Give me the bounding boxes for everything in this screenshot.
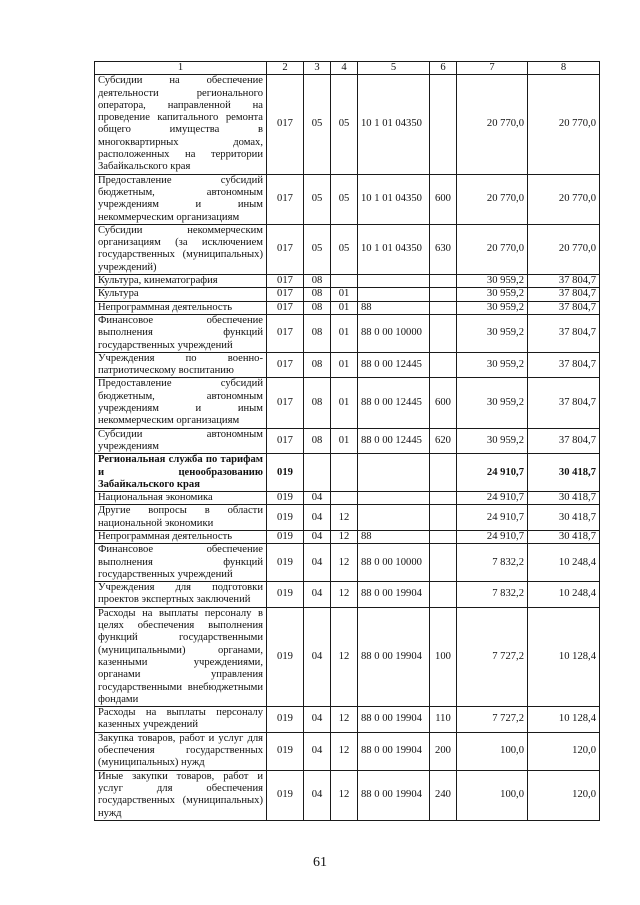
table-row [95, 314, 600, 352]
row-name: Культура, кинематография [95, 275, 267, 288]
ministry-code: 019 [267, 582, 304, 608]
amount-year-1: 100,0 [457, 732, 528, 770]
amount-year-2: 10 128,4 [528, 707, 600, 733]
table-row [95, 732, 600, 770]
section-code: 08 [304, 314, 331, 352]
budget-table [94, 61, 600, 821]
row-name: Другие вопросы в области национальной экономики [95, 505, 267, 531]
subsection-code: 01 [331, 314, 358, 352]
expense-type [430, 530, 457, 543]
amount-year-2: 20 770,0 [528, 174, 600, 224]
expense-type [430, 314, 457, 352]
subsection-code: 12 [331, 732, 358, 770]
amount-year-1: 30 959,2 [457, 288, 528, 301]
header-row [95, 62, 600, 75]
amount-year-1: 7 727,2 [457, 607, 528, 706]
ministry-code: 017 [267, 224, 304, 274]
table-row [95, 428, 600, 454]
subsection-code [331, 454, 358, 492]
header-cell: 7 [457, 62, 528, 75]
ministry-code: 017 [267, 378, 304, 428]
subsection-code: 12 [331, 544, 358, 582]
row-name: Учреждения по военно-патриотическому воспитанию [95, 352, 267, 378]
section-code: 08 [304, 288, 331, 301]
subsection-code: 12 [331, 505, 358, 531]
amount-year-1: 20 770,0 [457, 224, 528, 274]
amount-year-2: 30 418,7 [528, 454, 600, 492]
subsection-code: 12 [331, 707, 358, 733]
amount-year-2: 30 418,7 [528, 492, 600, 505]
ministry-code: 017 [267, 275, 304, 288]
table-row [95, 454, 600, 492]
ministry-code: 019 [267, 530, 304, 543]
target-article: 10 1 01 04350 [358, 174, 430, 224]
amount-year-2: 120,0 [528, 770, 600, 820]
header-cell: 3 [304, 62, 331, 75]
section-code: 08 [304, 378, 331, 428]
amount-year-1: 24 910,7 [457, 505, 528, 531]
section-code: 04 [304, 582, 331, 608]
amount-year-1: 7 832,2 [457, 544, 528, 582]
ministry-code: 019 [267, 505, 304, 531]
row-name: Субсидии автономным учреждениям [95, 428, 267, 454]
section-code: 04 [304, 607, 331, 706]
header-cell: 1 [95, 62, 267, 75]
amount-year-2: 10 248,4 [528, 544, 600, 582]
subsection-code: 12 [331, 607, 358, 706]
row-name: Субсидии на обеспечение деятельности регионального оператора, направленной на проведение капитального ремонта общего имущества в многоквартирных домах, расположенных на территории Забайкальского края [95, 75, 267, 174]
table-row [95, 492, 600, 505]
amount-year-1: 7 832,2 [457, 582, 528, 608]
expense-type [430, 301, 457, 314]
table-row [95, 224, 600, 274]
subsection-code: 01 [331, 378, 358, 428]
target-article: 88 0 00 10000 [358, 544, 430, 582]
amount-year-1: 24 910,7 [457, 492, 528, 505]
table-row [95, 582, 600, 608]
ministry-code: 019 [267, 544, 304, 582]
subsection-code: 01 [331, 301, 358, 314]
section-code: 04 [304, 505, 331, 531]
target-article: 88 0 00 19904 [358, 607, 430, 706]
header-cell: 5 [358, 62, 430, 75]
expense-type: 240 [430, 770, 457, 820]
table-row [95, 75, 600, 174]
row-name: Предоставление субсидий бюджетным, автономным учреждениям и иным некоммерческим организациям [95, 378, 267, 428]
expense-type: 110 [430, 707, 457, 733]
table-row [95, 174, 600, 224]
subsection-code: 05 [331, 174, 358, 224]
amount-year-1: 30 959,2 [457, 378, 528, 428]
ministry-code: 019 [267, 492, 304, 505]
expense-type [430, 75, 457, 174]
expense-type [430, 275, 457, 288]
target-article: 88 0 00 12445 [358, 352, 430, 378]
target-article: 88 [358, 530, 430, 543]
target-article [358, 505, 430, 531]
ministry-code: 019 [267, 607, 304, 706]
section-code: 04 [304, 492, 331, 505]
target-article: 88 0 00 10000 [358, 314, 430, 352]
expense-type: 100 [430, 607, 457, 706]
amount-year-2: 10 128,4 [528, 607, 600, 706]
section-code: 08 [304, 301, 331, 314]
target-article [358, 288, 430, 301]
target-article: 88 [358, 301, 430, 314]
row-name: Непрограммная деятельность [95, 530, 267, 543]
table-row [95, 378, 600, 428]
table-row [95, 544, 600, 582]
amount-year-1: 100,0 [457, 770, 528, 820]
amount-year-2: 37 804,7 [528, 314, 600, 352]
ministry-code: 017 [267, 174, 304, 224]
expense-type [430, 492, 457, 505]
amount-year-2: 37 804,7 [528, 428, 600, 454]
amount-year-2: 37 804,7 [528, 301, 600, 314]
subsection-code: 12 [331, 530, 358, 543]
row-name: Учреждения для подготовки проектов экспертных заключений [95, 582, 267, 608]
row-name: Расходы на выплаты персоналу казенных учреждений [95, 707, 267, 733]
section-code: 04 [304, 707, 331, 733]
amount-year-2: 37 804,7 [528, 275, 600, 288]
header-cell: 2 [267, 62, 304, 75]
ministry-code: 019 [267, 454, 304, 492]
expense-type: 600 [430, 174, 457, 224]
amount-year-1: 30 959,2 [457, 301, 528, 314]
table-row [95, 275, 600, 288]
target-article [358, 275, 430, 288]
header-cell: 8 [528, 62, 600, 75]
row-name: Предоставление субсидий бюджетным, автономным учреждениям и иным некоммерческим организациям [95, 174, 267, 224]
ministry-code: 017 [267, 428, 304, 454]
expense-type: 620 [430, 428, 457, 454]
header-cell: 4 [331, 62, 358, 75]
expense-type [430, 352, 457, 378]
expense-type: 200 [430, 732, 457, 770]
amount-year-2: 20 770,0 [528, 75, 600, 174]
ministry-code: 017 [267, 301, 304, 314]
target-article: 88 0 00 19904 [358, 732, 430, 770]
expense-type [430, 454, 457, 492]
table-row [95, 352, 600, 378]
row-name: Национальная экономика [95, 492, 267, 505]
row-name: Культура [95, 288, 267, 301]
section-code: 05 [304, 174, 331, 224]
table-row [95, 607, 600, 706]
section-code: 05 [304, 224, 331, 274]
table-row [95, 505, 600, 531]
target-article [358, 492, 430, 505]
ministry-code: 017 [267, 352, 304, 378]
table-row [95, 301, 600, 314]
section-code: 04 [304, 530, 331, 543]
target-article: 88 0 00 12445 [358, 428, 430, 454]
row-name: Финансовое обеспечение выполнения функций государственных учреждений [95, 544, 267, 582]
target-article: 88 0 00 19904 [358, 582, 430, 608]
amount-year-2: 20 770,0 [528, 224, 600, 274]
amount-year-2: 37 804,7 [528, 378, 600, 428]
row-name: Региональная служба по тарифам и ценообразованию Забайкальского края [95, 454, 267, 492]
expense-type [430, 505, 457, 531]
amount-year-1: 30 959,2 [457, 352, 528, 378]
page-number: 61 [313, 855, 327, 870]
table-row [95, 770, 600, 820]
header-cell: 6 [430, 62, 457, 75]
amount-year-1: 24 910,7 [457, 530, 528, 543]
ministry-code: 017 [267, 288, 304, 301]
amount-year-1: 30 959,2 [457, 275, 528, 288]
row-name: Субсидии некоммерческим организациям (за исключением государственных (муниципальных) учреждений) [95, 224, 267, 274]
ministry-code: 017 [267, 314, 304, 352]
ministry-code: 017 [267, 75, 304, 174]
expense-type [430, 544, 457, 582]
row-name: Закупка товаров, работ и услуг для обеспечения государственных (муниципальных) нужд [95, 732, 267, 770]
target-article: 10 1 01 04350 [358, 224, 430, 274]
amount-year-2: 37 804,7 [528, 288, 600, 301]
amount-year-1: 30 959,2 [457, 314, 528, 352]
section-code [304, 454, 331, 492]
target-article [358, 454, 430, 492]
target-article: 88 0 00 12445 [358, 378, 430, 428]
expense-type [430, 582, 457, 608]
amount-year-2: 10 248,4 [528, 582, 600, 608]
amount-year-1: 30 959,2 [457, 428, 528, 454]
ministry-code: 019 [267, 770, 304, 820]
amount-year-2: 30 418,7 [528, 505, 600, 531]
row-name: Расходы на выплаты персоналу в целях обеспечения выполнения функций государственными (муниципальными) органами, казенными учреждениями, органами управления государственными внебюджетными фондами [95, 607, 267, 706]
target-article: 88 0 00 19904 [358, 770, 430, 820]
subsection-code: 12 [331, 770, 358, 820]
expense-type [430, 288, 457, 301]
amount-year-1: 24 910,7 [457, 454, 528, 492]
expense-type: 630 [430, 224, 457, 274]
table-row [95, 288, 600, 301]
amount-year-2: 37 804,7 [528, 352, 600, 378]
section-code: 04 [304, 732, 331, 770]
section-code: 08 [304, 275, 331, 288]
table-row [95, 707, 600, 733]
subsection-code: 05 [331, 224, 358, 274]
subsection-code: 01 [331, 428, 358, 454]
ministry-code: 019 [267, 707, 304, 733]
subsection-code [331, 275, 358, 288]
subsection-code: 05 [331, 75, 358, 174]
row-name: Иные закупки товаров, работ и услуг для обеспечения государственных (муниципальных) нужд [95, 770, 267, 820]
amount-year-2: 120,0 [528, 732, 600, 770]
section-code: 08 [304, 352, 331, 378]
subsection-code: 01 [331, 352, 358, 378]
section-code: 04 [304, 770, 331, 820]
section-code: 05 [304, 75, 331, 174]
amount-year-1: 7 727,2 [457, 707, 528, 733]
target-article: 88 0 00 19904 [358, 707, 430, 733]
row-name: Финансовое обеспечение выполнения функций государственных учреждений [95, 314, 267, 352]
target-article: 10 1 01 04350 [358, 75, 430, 174]
section-code: 08 [304, 428, 331, 454]
subsection-code: 12 [331, 582, 358, 608]
table-row [95, 530, 600, 543]
amount-year-2: 30 418,7 [528, 530, 600, 543]
section-code: 04 [304, 544, 331, 582]
amount-year-1: 20 770,0 [457, 75, 528, 174]
row-name: Непрограммная деятельность [95, 301, 267, 314]
expense-type: 600 [430, 378, 457, 428]
ministry-code: 019 [267, 732, 304, 770]
subsection-code [331, 492, 358, 505]
subsection-code: 01 [331, 288, 358, 301]
amount-year-1: 20 770,0 [457, 174, 528, 224]
